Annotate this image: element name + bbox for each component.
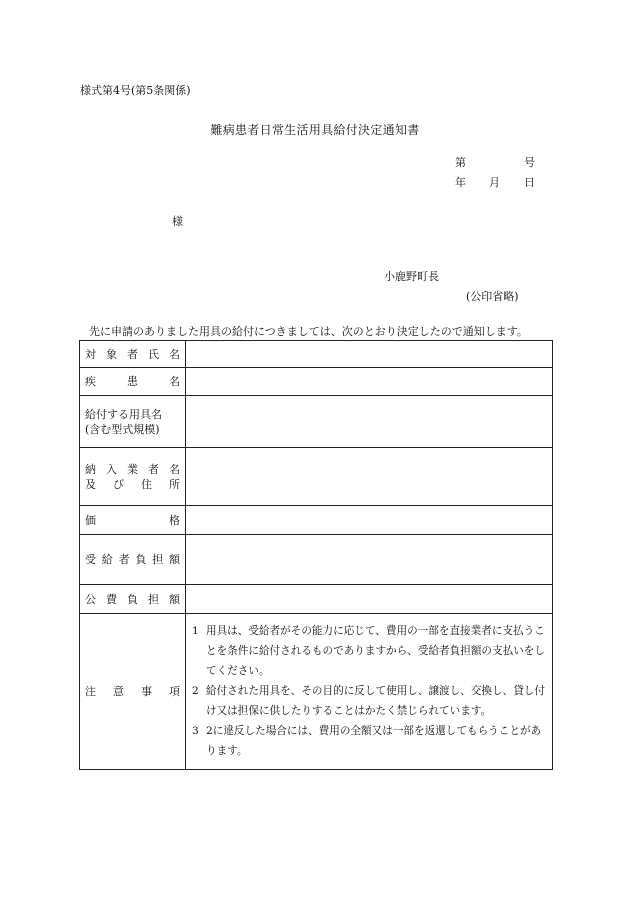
row-label [80, 396, 186, 448]
value-disease-name[interactable] [186, 368, 553, 396]
label-char: 者 [148, 462, 159, 476]
date-day: 日 [524, 176, 535, 189]
note-text: 用具は、受給者がその能力に応じて、費用の一部を直接業者に支払うことを条件に給付されるものでありますから、受給者負担額の支払いをしてください。 [206, 624, 545, 677]
label-char: 者 [127, 347, 138, 361]
label-char: 象 [106, 347, 117, 361]
label-char: 名 [169, 347, 180, 361]
note-number: 1 [192, 624, 199, 637]
label-char: 担 [148, 592, 159, 606]
label-char: 額 [168, 553, 180, 566]
label-char: 負 [135, 553, 147, 566]
table-row [80, 535, 553, 585]
note-item [192, 681, 547, 721]
label-public-share [85, 592, 180, 607]
label-char: び [113, 477, 124, 491]
document-title: 難病患者日常生活用具給付決定通知書 [210, 123, 420, 137]
table-row [80, 506, 553, 535]
row-label [80, 535, 186, 585]
value-price[interactable] [186, 506, 553, 535]
note-number: 3 [192, 724, 199, 737]
label-char: 業 [127, 462, 138, 476]
label-char: 価 [85, 513, 96, 527]
row-label [80, 341, 186, 368]
row-label [80, 448, 186, 506]
label-char: 格 [169, 513, 180, 527]
table-row [80, 396, 553, 448]
label-char: 入 [106, 462, 117, 476]
number-dai: 第 [455, 156, 466, 169]
label-char: 担 [152, 553, 164, 566]
label-char: 負 [127, 592, 138, 606]
date-year: 年 [455, 176, 466, 189]
row-label [80, 585, 186, 614]
table-row [80, 341, 553, 368]
value-public-share[interactable] [186, 585, 553, 614]
label-char: 及 [85, 477, 96, 491]
label-char: 事 [141, 685, 152, 698]
label-char: 名 [169, 462, 180, 476]
label-char: 意 [113, 685, 124, 698]
label-char: 受 [85, 553, 96, 566]
intro-text: 先に申請のありました用具の給付につきましては、次のとおり決定したので通知します。 [89, 325, 528, 338]
row-label [80, 614, 186, 770]
label-target-name [85, 347, 180, 362]
note-text: 2に違反した場合には、費用の全額又は一部を返還してもらうことがあります。 [206, 724, 542, 757]
decision-table [79, 340, 553, 770]
date-month: 月 [489, 176, 500, 189]
table-row [80, 614, 553, 770]
label-char: 名 [169, 375, 180, 388]
label-char: 対 [85, 347, 96, 361]
value-device-name[interactable] [186, 396, 553, 448]
note-text: 給付された用具を、その目的に反して使用し、譲渡し、交換し、貸し付け又は担保に供したりすることはかたく禁じられています。 [206, 684, 545, 717]
label-supplier-line2 [85, 477, 180, 492]
label-recipient-share [85, 552, 180, 567]
value-recipient-share[interactable] [186, 535, 553, 585]
label-char: 者 [118, 553, 130, 566]
label-notes [85, 684, 180, 699]
note-item [192, 721, 547, 761]
table-row [80, 448, 553, 506]
label-char: 費 [106, 592, 117, 606]
label-price [85, 513, 180, 528]
label-char: 公 [85, 592, 96, 606]
label-char: 注 [85, 685, 96, 698]
label-supplier-line1 [85, 462, 180, 477]
label-char: 患 [127, 375, 138, 388]
value-supplier[interactable] [186, 448, 553, 506]
recipient-honorific: 様 [172, 215, 183, 228]
table-row [80, 368, 553, 396]
label-char: 給 [101, 553, 113, 566]
label-char: 所 [169, 477, 180, 491]
table-row [80, 585, 553, 614]
label-device-name-line1: 給付する用具名 [85, 407, 162, 421]
label-char: 項 [169, 685, 180, 698]
label-device-name-line2: (含む型式規模) [85, 422, 160, 436]
number-go: 号 [524, 156, 535, 169]
row-label [80, 368, 186, 396]
label-char: 疾 [85, 375, 96, 388]
label-char: 額 [169, 592, 180, 606]
form-reference: 様式第4号(第5条関係) [80, 84, 191, 97]
row-label [80, 506, 186, 535]
label-char: 氏 [148, 347, 159, 361]
label-char: 納 [85, 462, 96, 476]
notes-cell [186, 614, 553, 770]
note-number: 2 [192, 684, 199, 697]
sender-name: 小鹿野町長 [384, 270, 439, 283]
label-disease-name [85, 374, 180, 389]
note-item [192, 621, 547, 681]
label-char: 住 [141, 477, 152, 491]
seal-omitted-note: (公印省略) [466, 290, 519, 303]
value-target-name[interactable] [186, 341, 553, 368]
